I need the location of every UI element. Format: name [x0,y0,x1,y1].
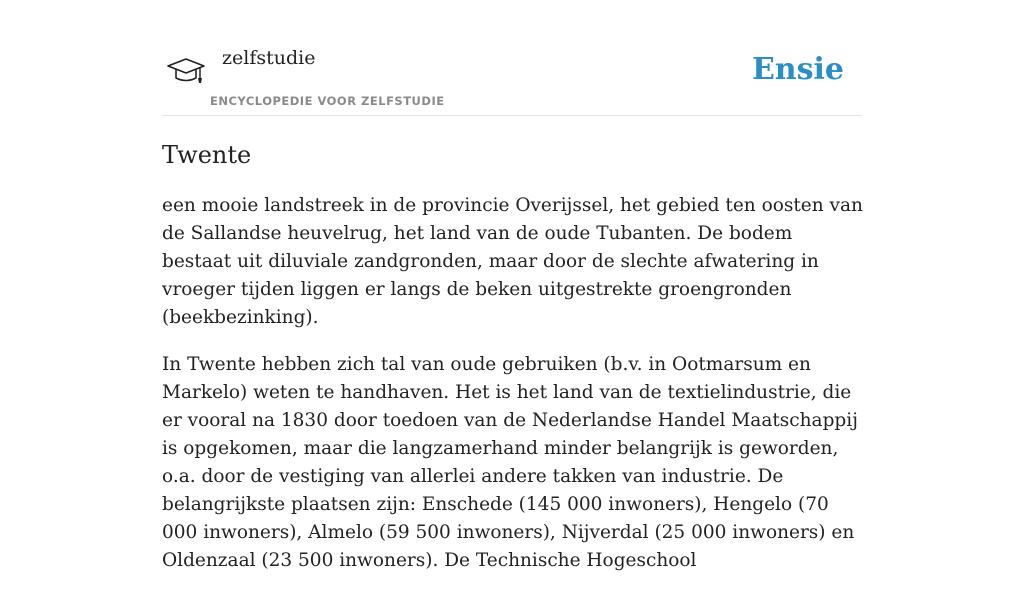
site-tagline: ENCYCLOPEDIE VOOR ZELFSTUDIE [210,94,445,108]
graduation-cap-icon[interactable] [166,54,206,90]
site-header [162,0,862,116]
page-title: Twente [162,141,252,169]
site-name[interactable]: zelfstudie [222,47,316,69]
article-body [162,192,867,594]
content-container [162,0,863,571]
article-paragraph: een mooie landstreek in de provincie Overijssel, het gebied ten oosten van de Sallandse heuvelrug, het land van de oude Tubanten. De bodem bestaat uit diluviale zandgronden, maar door de slechte afwatering in vroeger tijden liggen er langs de beken uitgestrekte groengronden (beekbezinking). [162,195,863,328]
article-paragraph: In Twente hebben zich tal van oude gebruiken (b.v. in Ootmarsum en Markelo) weten te handhaven. Het is het land van de textielindustrie, die er vooral na 1830 door toedoen van de Nederlandse Handel Maatschappij is opgekomen, maar die langzamerhand minder belangrijk is geworden, o.a. door de vestiging van allerlei andere takken van industrie. De belangrijkste plaatsen zijn: Enschede (145 000 inwoners), Hengelo (70 000 inwoners), Almelo (59 500 inwoners), Nijverdal (25 000 inwoners) en Oldenzaal (23 500 inwoners). De Technische Hogeschool [162,354,858,571]
brand-logo[interactable]: Ensie [751,52,844,87]
